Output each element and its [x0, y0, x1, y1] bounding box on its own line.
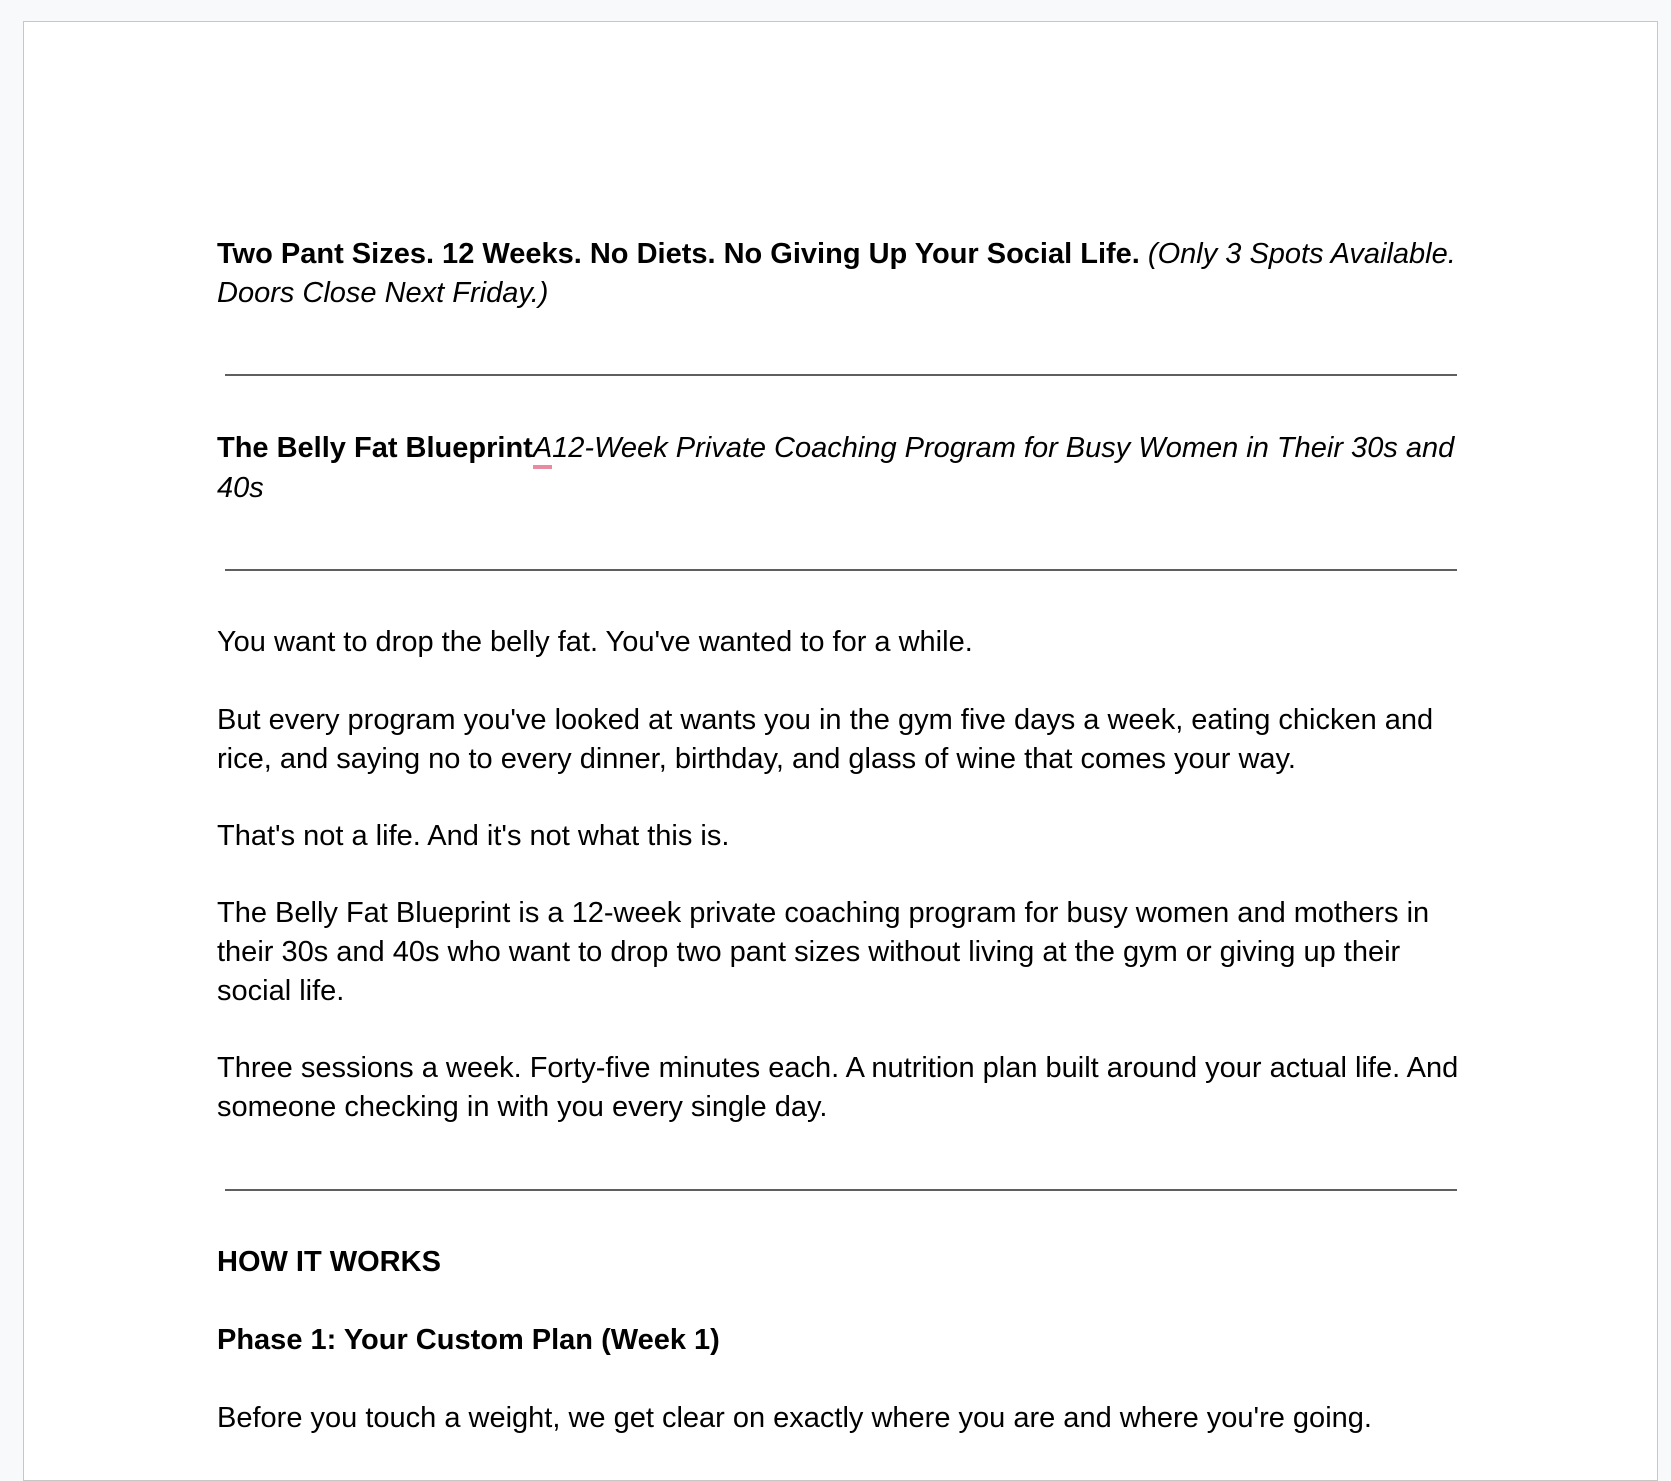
- body-paragraph: You want to drop the belly fat. You've wanted to for a while.: [217, 626, 973, 658]
- subsection-heading: Phase 1: Your Custom Plan (Week 1): [217, 1324, 720, 1356]
- body-paragraph: That's not a life. And it's not what this is.: [217, 820, 730, 852]
- spellcheck-flagged-word[interactable]: [533, 432, 552, 469]
- section-heading: HOW IT WORKS: [217, 1246, 441, 1278]
- body-paragraph: The Belly Fat Blueprint is a 12-week private coaching program for busy women and mothers in their 30s and 40s who want to drop two pant sizes without living at the gym or giving up their social life.: [217, 897, 1430, 1007]
- body-paragraph: Three sessions a week. Forty-five minutes each. A nutrition plan built around your actual life. And someone checking in with you every single day.: [217, 1052, 1459, 1123]
- program-title: The Belly Fat Blueprint: [217, 432, 533, 464]
- program-subtitle: 12-Week Private Coaching Program for Busy Women in Their 30s and 40s: [217, 432, 1455, 504]
- body-paragraph: But every program you've looked at wants you in the gym five days a week, eating chicken and rice, and saying no to every dinner, birthday, and glass of wine that comes your way.: [217, 704, 1434, 775]
- horizontal-rule: [225, 1189, 1457, 1191]
- body-paragraph: Before you touch a weight, we get clear on exactly where you are and where you're going.: [217, 1402, 1372, 1434]
- horizontal-rule: [225, 569, 1457, 571]
- flagged-word-text: A: [532, 432, 553, 464]
- document-page: [23, 21, 1658, 1481]
- horizontal-rule: [225, 374, 1457, 376]
- hero-headline: Two Pant Sizes. 12 Weeks. No Diets. No Giving Up Your Social Life.: [217, 238, 1140, 270]
- document-body[interactable]: [217, 218, 1482, 1438]
- hero-paragraph: [217, 235, 1482, 313]
- program-title-paragraph: [217, 429, 1482, 508]
- hero-subline: (Only 3 Spots Available. Doors Close Next Friday.): [217, 238, 1456, 309]
